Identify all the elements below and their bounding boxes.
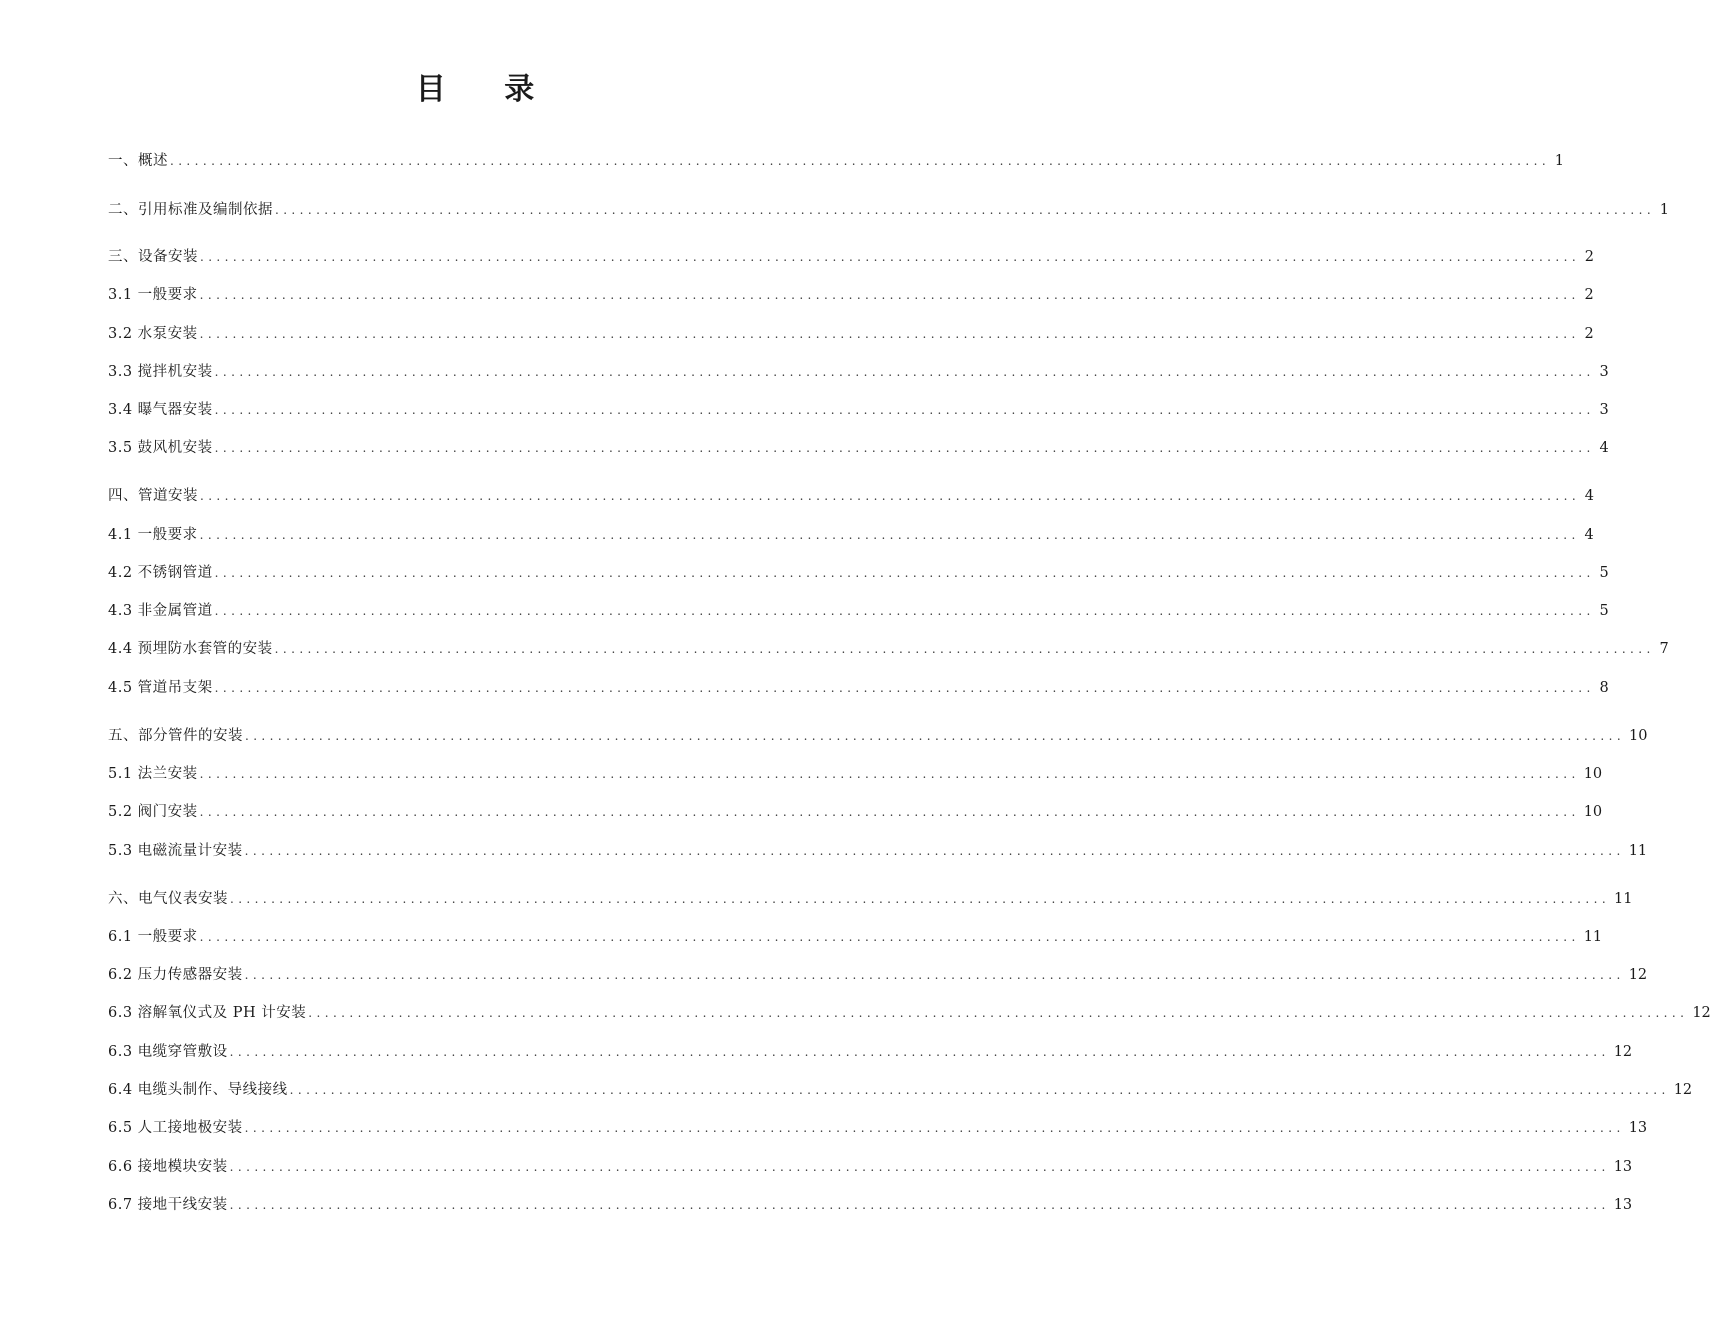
toc-entry[interactable]	[108, 1078, 1693, 1102]
toc-entry-page-number: 12	[1628, 967, 1648, 983]
toc-entry[interactable]	[108, 637, 1669, 661]
toc-entry-page-number: 4	[1599, 440, 1609, 456]
toc-entry-label: 4.1 一般要求	[108, 527, 198, 543]
toc-entry-page-number: 4	[1584, 488, 1595, 504]
toc-entry[interactable]	[108, 561, 1609, 585]
toc-leader-dots: ........................................................................................................................................................................	[214, 365, 1595, 379]
toc-entry-label: 4.4 预埋防水套管的安装	[108, 641, 273, 657]
toc-leader-dots: ........................................................................................................................................................................	[199, 327, 1580, 341]
toc-entry-label: 6.3 溶解氧仪式及 PH 计安装	[108, 1005, 307, 1021]
toc-entry-label: 六、电气仪表安装	[108, 891, 228, 907]
toc-entry-page-number: 3	[1599, 402, 1609, 418]
toc-entry[interactable]	[108, 484, 1595, 508]
toc-leader-dots: ........................................................................................................................................................................	[274, 642, 1655, 656]
toc-entry-label: 一、概述	[108, 153, 168, 169]
toc-entry-page-number: 1	[1659, 202, 1670, 218]
toc-entry-page-number: 12	[1692, 1005, 1711, 1021]
toc-entry-page-number: 4	[1584, 527, 1594, 543]
toc-entry-label: 4.2 不锈钢管道	[108, 565, 213, 581]
toc-leader-dots: ........................................................................................................................................................................	[229, 1045, 1610, 1059]
toc-entry[interactable]	[108, 198, 1670, 222]
toc-leader-dots: ........................................................................................................................................................................	[214, 403, 1595, 417]
toc-leader-dots: ........................................................................................................................................................................	[244, 844, 1625, 858]
toc-entry-page-number: 12	[1613, 1044, 1633, 1060]
toc-entry[interactable]	[108, 436, 1609, 460]
toc-leader-dots: ........................................................................................................................................................................	[200, 489, 1581, 503]
toc-entry-label: 五、部分管件的安装	[108, 728, 243, 744]
toc-entry-page-number: 2	[1584, 249, 1595, 265]
toc-entry-page-number: 10	[1583, 766, 1603, 782]
toc-entry-label: 3.1 一般要求	[108, 287, 198, 303]
toc-entry-label: 4.5 管道吊支架	[108, 680, 213, 696]
toc-entry-label: 二、引用标准及编制依据	[108, 202, 273, 218]
toc-entry[interactable]	[108, 1193, 1633, 1217]
toc-entry[interactable]	[108, 1001, 1711, 1025]
page-title: 目 录	[415, 72, 559, 107]
toc-leader-dots: ........................................................................................................................................................................	[230, 892, 1611, 906]
toc-entry-page-number: 11	[1614, 891, 1633, 907]
toc-entry[interactable]	[108, 149, 1565, 173]
toc-leader-dots: ........................................................................................................................................................................	[170, 154, 1551, 168]
toc-entry-page-number: 8	[1599, 680, 1609, 696]
toc-entry-label: 3.3 搅拌机安装	[108, 364, 213, 380]
toc-entry-page-number: 11	[1628, 843, 1648, 859]
toc-entry-label: 6.1 一般要求	[108, 929, 198, 945]
toc-entry-label: 三、设备安装	[108, 249, 198, 265]
toc-entry[interactable]	[108, 599, 1609, 623]
toc-leader-dots: ........................................................................................................................................................................	[214, 681, 1595, 695]
toc-entry-page-number: 2	[1584, 287, 1594, 303]
toc-entry-page-number: 3	[1599, 364, 1609, 380]
toc-leader-dots: ........................................................................................................................................................................	[200, 250, 1581, 264]
toc-entry-page-number: 13	[1613, 1159, 1633, 1175]
toc-entry-label: 6.5 人工接地极安装	[108, 1120, 243, 1136]
toc-entry-page-number: 2	[1584, 326, 1594, 342]
toc-entry-label: 四、管道安装	[108, 488, 198, 504]
toc-leader-dots: ........................................................................................................................................................................	[199, 805, 1580, 819]
toc-leader-dots: ........................................................................................................................................................................	[244, 1121, 1625, 1135]
toc-entry-label: 6.7 接地干线安装	[108, 1197, 228, 1213]
toc-entry[interactable]	[108, 1155, 1633, 1179]
toc-leader-dots: ........................................................................................................................................................................	[214, 566, 1595, 580]
toc-entry[interactable]	[108, 676, 1609, 700]
toc-leader-dots: ........................................................................................................................................................................	[199, 528, 1580, 542]
toc-entry[interactable]	[108, 360, 1609, 384]
toc-leader-dots: ........................................................................................................................................................................	[275, 203, 1656, 217]
toc-entry[interactable]	[108, 724, 1648, 748]
toc-entry[interactable]	[108, 322, 1594, 346]
toc-entry-page-number: 10	[1629, 728, 1648, 744]
toc-entry[interactable]	[108, 1116, 1648, 1140]
toc-entry-page-number: 13	[1628, 1120, 1648, 1136]
toc-entry[interactable]	[108, 1040, 1633, 1064]
toc-entry[interactable]	[108, 283, 1594, 307]
toc-entry-label: 6.4 电缆头制作、导线接线	[108, 1082, 288, 1098]
toc-leader-dots: ........................................................................................................................................................................	[244, 968, 1625, 982]
toc-leader-dots: ........................................................................................................................................................................	[245, 729, 1626, 743]
toc-entry-page-number: 5	[1599, 603, 1609, 619]
toc-entry-label: 3.2 水泵安装	[108, 326, 198, 342]
toc-leader-dots: ........................................................................................................................................................................	[199, 767, 1580, 781]
toc-entry-page-number: 7	[1659, 641, 1669, 657]
toc-entry[interactable]	[108, 800, 1603, 824]
toc-entry-label: 3.4 曝气器安装	[108, 402, 213, 418]
toc-entry-page-number: 13	[1613, 1197, 1633, 1213]
toc-entry-page-number: 11	[1583, 929, 1603, 945]
toc-leader-dots: ........................................................................................................................................................................	[308, 1006, 1689, 1020]
toc-entry[interactable]	[108, 523, 1594, 547]
toc-leader-dots: ........................................................................................................................................................................	[289, 1083, 1670, 1097]
toc-entry-label: 5.2 阀门安装	[108, 804, 198, 820]
toc-entry-page-number: 1	[1554, 153, 1565, 169]
toc-entry[interactable]	[108, 839, 1648, 863]
toc-entry-label: 4.3 非金属管道	[108, 603, 213, 619]
toc-entry[interactable]	[108, 925, 1603, 949]
toc-entry-label: 6.6 接地模块安装	[108, 1159, 228, 1175]
toc-entry-label: 6.3 电缆穿管敷设	[108, 1044, 228, 1060]
toc-entry[interactable]	[108, 887, 1633, 911]
toc-entry[interactable]	[108, 963, 1648, 987]
toc-entry-label: 5.3 电磁流量计安装	[108, 843, 243, 859]
toc-leader-dots: ........................................................................................................................................................................	[214, 604, 1595, 618]
toc-entry-page-number: 12	[1673, 1082, 1693, 1098]
toc-leader-dots: ........................................................................................................................................................................	[214, 441, 1595, 455]
toc-entry[interactable]	[108, 245, 1595, 269]
toc-entry[interactable]	[108, 762, 1603, 786]
toc-entry-page-number: 10	[1583, 804, 1603, 820]
toc-leader-dots: ........................................................................................................................................................................	[229, 1198, 1610, 1212]
toc-leader-dots: ........................................................................................................................................................................	[199, 930, 1580, 944]
toc-entry[interactable]	[108, 398, 1609, 422]
toc-entry-label: 6.2 压力传感器安装	[108, 967, 243, 983]
toc-entry-label: 5.1 法兰安装	[108, 766, 198, 782]
toc-entry-page-number: 5	[1599, 565, 1609, 581]
toc-entry-label: 3.5 鼓风机安装	[108, 440, 213, 456]
toc-leader-dots: ........................................................................................................................................................................	[229, 1160, 1610, 1174]
toc-leader-dots: ........................................................................................................................................................................	[199, 288, 1580, 302]
